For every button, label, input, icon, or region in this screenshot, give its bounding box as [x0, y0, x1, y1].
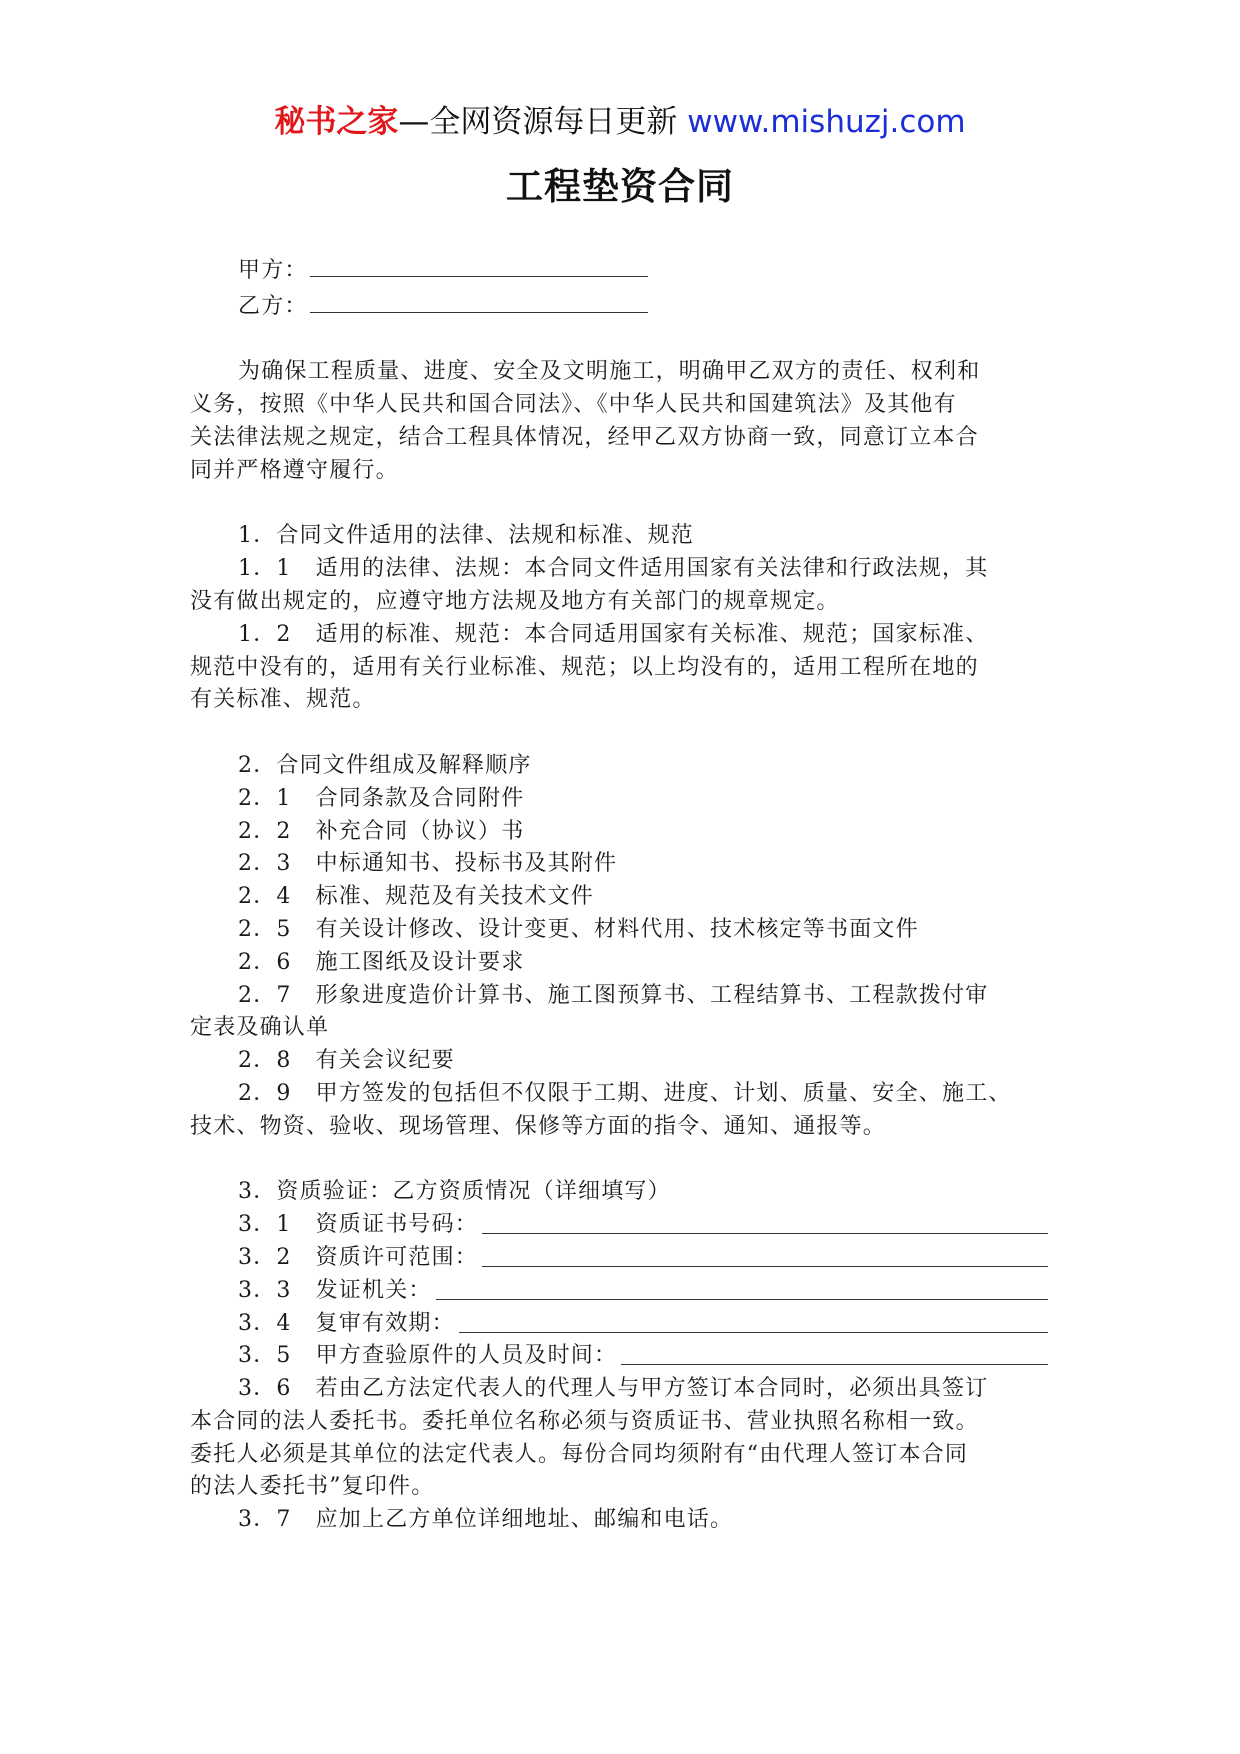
section-2-heading: 2．合同文件组成及解释顺序 — [238, 752, 532, 778]
list-item — [190, 783, 1048, 816]
clause-number: 3．1 — [238, 1212, 292, 1238]
clause-number: 2．7 — [238, 982, 292, 1008]
clause-text: 合同条款及合同附件 — [315, 785, 525, 811]
section-1-heading: 1．合同文件适用的法律、法规和标准、规范 — [238, 523, 694, 549]
clause-text: 定表及确认单 — [190, 1015, 330, 1041]
intro-paragraph — [190, 356, 1048, 487]
clause-number: 2．6 — [238, 949, 292, 975]
intro-line: 同并严格遵守履行。 — [190, 457, 399, 483]
party-a-line — [190, 252, 1048, 288]
banner-url-link[interactable]: www.mishuzj.com — [687, 104, 966, 140]
intro-line: 为确保工程质量、进度、安全及文明施工，明确甲乙双方的责任、权利和 — [238, 359, 981, 385]
clause-number: 2．1 — [238, 785, 292, 811]
clause-number: 1．2 — [238, 621, 292, 647]
clause-text: 没有做出规定的，应遵守地方法规及地方有关部门的规章规定。 — [190, 588, 840, 614]
section-1 — [190, 520, 1048, 717]
fill-in-row — [190, 1209, 1048, 1242]
field-label: 资质许可范围： — [315, 1244, 479, 1270]
section-2 — [190, 750, 1048, 1144]
party-a-blank — [310, 252, 648, 277]
clause-number: 3．3 — [238, 1277, 292, 1303]
clause-number: 3．4 — [238, 1310, 292, 1336]
clause-number: 3．6 — [238, 1376, 292, 1402]
clause-number: 3．2 — [238, 1244, 292, 1270]
intro-line: 关法律法规之规定，结合工程具体情况，经甲乙双方协商一致，同意订立本合 — [190, 424, 979, 450]
clause-text: 有关标准、规范。 — [190, 687, 376, 713]
clause-text: 技术、物资、验收、现场管理、保修等方面的指令、通知、通报等。 — [190, 1113, 887, 1139]
fill-in-row — [190, 1275, 1048, 1308]
list-item — [190, 947, 1048, 980]
list-item — [190, 881, 1048, 914]
party-a-label: 甲方： — [238, 258, 308, 283]
clause-text: 标准、规范及有关技术文件 — [315, 884, 595, 910]
section-3-heading: 3．资质验证：乙方资质情况（详细填写） — [238, 1179, 671, 1205]
brand-name: 秘书之家 — [274, 104, 399, 140]
party-b-blank — [310, 288, 648, 313]
clause-text: 规范中没有的，适用有关行业标准、规范；以上均没有的，适用工程所在地的 — [190, 654, 979, 680]
clause-number: 2．9 — [238, 1080, 292, 1106]
clause-number: 2．5 — [238, 916, 292, 942]
clause-text: 本合同的法人委托书。委托单位名称必须与资质证书、营业执照名称相一致。 — [190, 1408, 979, 1434]
clause-text: 补充合同（协议）书 — [315, 818, 525, 844]
banner-slogan: —全网资源每日更新 — [398, 104, 688, 140]
fill-in-row — [190, 1242, 1048, 1275]
field-label: 发证机关： — [315, 1277, 432, 1303]
fill-in-row — [190, 1308, 1048, 1341]
clause-text: 适用的法律、法规：本合同文件适用国家有关法律和行政法规，其 — [315, 556, 989, 582]
site-banner — [0, 100, 1240, 144]
clause-text: 应加上乙方单位详细地址、邮编和电话。 — [315, 1507, 734, 1533]
party-b-line — [190, 288, 1048, 324]
field-label: 复审有效期： — [315, 1310, 455, 1336]
list-item — [190, 914, 1048, 947]
list-item — [190, 848, 1048, 881]
clause-text: 若由乙方法定代表人的代理人与甲方签订本合同时，必须出具签订 — [315, 1376, 989, 1402]
fill-in-blank — [482, 1242, 1048, 1267]
list-item — [190, 1078, 1048, 1111]
clause-text: 有关会议纪要 — [315, 1048, 455, 1074]
list-item — [190, 816, 1048, 849]
clause-number: 2．3 — [238, 851, 292, 877]
field-label: 资质证书号码： — [315, 1212, 479, 1238]
clause-text: 施工图纸及设计要求 — [315, 949, 525, 975]
clause-number: 1．1 — [238, 556, 292, 582]
clause-number: 3．7 — [238, 1507, 292, 1533]
clause-text: 委托人必须是其单位的法定代表人。每份合同均须附有“由代理人签订本合同 — [190, 1441, 969, 1467]
clause-number: 2．2 — [238, 818, 292, 844]
clause-text: 适用的标准、规范：本合同适用国家有关标准、规范；国家标准、 — [315, 621, 989, 647]
clause-text: 形象进度造价计算书、施工图预算书、工程结算书、工程款拨付审 — [315, 982, 989, 1008]
fill-in-blank — [482, 1209, 1048, 1234]
fill-in-blank — [621, 1340, 1048, 1365]
document-title: 工程垫资合同 — [506, 165, 734, 208]
fill-in-blank — [459, 1308, 1048, 1333]
clause-number: 2．4 — [238, 884, 292, 910]
party-b-label: 乙方： — [238, 293, 308, 319]
section-3 — [190, 1176, 1048, 1537]
list-item — [190, 1045, 1048, 1078]
field-label: 甲方查验原件的人员及时间： — [315, 1343, 618, 1369]
fill-in-blank — [436, 1275, 1048, 1300]
intro-line: 义务，按照《中华人民共和国合同法》、《中华人民共和国建筑法》及其他有 — [190, 392, 957, 418]
clause-text: 有关设计修改、设计变更、材料代用、技术核定等书面文件 — [315, 916, 919, 942]
clause-text: 中标通知书、投标书及其附件 — [315, 851, 618, 877]
clause-number: 2．8 — [238, 1048, 292, 1074]
clause-number: 3．5 — [238, 1343, 292, 1369]
document-body — [190, 252, 1048, 1537]
fill-in-row — [190, 1340, 1048, 1373]
list-item — [190, 980, 1048, 1013]
clause-text: 的法人委托书”复印件。 — [190, 1474, 435, 1500]
clause-text: 甲方签发的包括但不仅限于工期、进度、计划、质量、安全、施工、 — [315, 1080, 1012, 1106]
